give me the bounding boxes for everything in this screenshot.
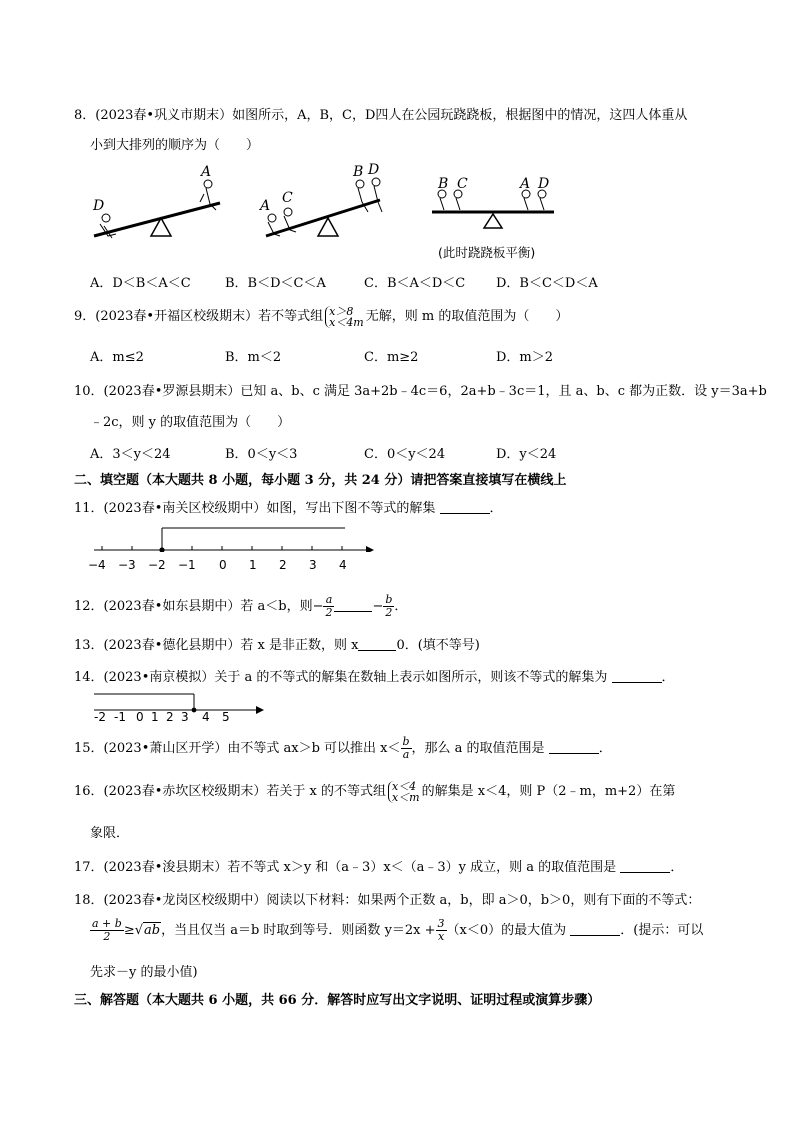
q10-option-d: D．y＜24 [496,447,557,462]
q12-frac2-den: 2 [385,606,393,619]
q10-option-b: B．0＜y＜3 [225,447,298,462]
q14-tick-label: 0 [136,710,144,724]
q8-option-c: C．B＜A＜D＜C [364,276,466,291]
fig3-label-d: D [538,176,550,192]
q9-sys-line2: x＜4m [329,315,364,329]
q18-hint: ．(提示：可以 [620,923,704,938]
q18-frac2-num: 3 [437,917,445,930]
q18-fraction-3x [436,918,447,943]
q16-prefix: 16．(2023春•赤坎区校级期末）若关于 x 的不等式组 [74,784,386,799]
q12-frac1-num: a [323,594,334,607]
q14-tick-label: 5 [222,710,230,724]
q14-tick-label: 1 [151,710,159,724]
q8-line1: 8．(2023春•巩义市期末）如图所示，A，B，C，D四人在公园玩跷跷板，根据图中的情况，这四人体重从 [74,108,688,123]
q11-answer-blank [440,501,490,514]
q17-answer-blank [620,860,670,873]
q18-frac-den: 2 [103,930,111,943]
q11-tick-label: 3 [309,558,317,572]
q15-answer-blank [549,741,599,754]
q10-line2: ﹣2c，则 y 的取值范围为（ ） [90,415,291,430]
q9-prefix: 9．(2023春•开福区校级期末）若不等式组 [74,309,324,324]
q18-mid: ，当且仅当 a＝b 时取到等号．则函数 y＝2x + [161,923,436,938]
fig3-label-b: B [438,176,449,192]
fig2-label-d: D [368,162,380,178]
q16-sys-line2: x＜m [391,790,420,804]
fig2-label-c: C [282,190,293,206]
q15-stem [74,736,612,761]
q16-sys-line1: x＜4 [391,779,417,793]
q10-option-c: C．0＜y＜24 [364,447,446,462]
q17-end: ． [670,860,684,875]
q8-option-a: A．D＜B＜A＜C [90,276,191,291]
q15-prefix: 15．(2023•萧山区开学）由不等式 ax＞b 可以推出 x＜ [74,741,401,756]
section-3-heading: 三、解答题（本大题共 6 小题，共 66 分．解答时应写出文字说明、证明过程或演算步骤） [74,993,601,1008]
q11-tick-label: −1 [178,558,196,572]
q9-option-a: A．m≤2 [90,350,144,365]
q11-tick-label: 4 [339,558,347,572]
q8-option-d: D．B＜C＜D＜A [496,276,598,291]
q14-answer-blank [612,670,662,683]
seesaw-caption: (此时跷跷板平衡) [438,245,536,260]
q9-option-d: D．m＞2 [496,350,554,365]
q14-end: ． [661,670,675,685]
q9-option-c: C．m≥2 [364,350,419,365]
q14-tick-label: 2 [166,710,174,724]
seesaw-figure-2 [258,162,382,236]
fig3-label-a: A [520,176,531,192]
q16-line2: 象限． [90,826,130,841]
q12-stem [74,594,407,619]
q9-suffix: 无解，则 m 的取值范围为（ ） [365,309,569,324]
q15-frac-den: a [402,748,410,761]
q15-frac-num: b [402,735,410,748]
fig2-label-a: A [260,198,271,214]
q16-suffix: 的解集是 x＜4，则 P（2﹣m，m+2）在第 [421,784,676,799]
q17-text: 17．(2023春•浚县期末）若不等式 x＞y 和（a﹣3）x＜（a﹣3）y 成立，则 a 的取值范围是 [74,860,617,875]
q16-inequality-system [388,781,420,803]
q14-stem [74,666,675,685]
q15-end: ． [598,741,612,756]
q14-tick-label: -2 [94,710,106,724]
q18-line2: $\frac{a + b}{2}$ ≥√ab，当且仅当 a＝b 时取到等号．则函数 y＝2x + $\frac{3}{x}$ （x＜0）的最大值为 ．(提示：可以 [92,917,704,943]
fig1-label-d: D [93,198,105,214]
q11-tick-label: −2 [148,558,166,572]
q18-geq: ≥ [123,923,135,938]
q12-end: ． [394,599,408,614]
seesaw-figure-1 [92,164,220,238]
q11-end: ． [489,501,503,516]
q13-answer-blank [358,638,396,651]
q18-line1: 18．(2023春•龙岗区校级期中）阅读以下材料：如果两个正数 a，b，即 a＞0，b＞0，则有下面的不等式： [74,893,701,908]
q18-sqrt-body: ab [144,923,161,938]
q11-tick-label: 1 [249,558,257,572]
q14-tick-label: 4 [202,710,210,724]
q10-option-a: A．3＜y＜24 [90,447,171,462]
q18-answer-blank [570,923,620,936]
q14-text: 14．(2023•南京模拟）关于 a 的不等式的解集在数轴上表示如图所示，则该不等式的解集为 [74,670,608,685]
q11-stem [74,497,503,516]
q18-frac2-den: x [437,930,445,943]
q14-tick-label: -1 [114,710,126,724]
section-2-heading: 二、填空题（本大题共 8 小题，每小题 3 分，共 24 分）请把答案直接填写在横线上 [74,473,567,488]
q11-text: 11．(2023春•南关区校级期中）如图，写出下图不等式的解集 [74,501,436,516]
q14-tick-label: 3 [181,710,189,724]
q13-prefix: 13．(2023春•德化县期中）若 x 是非正数，则 x [74,638,359,653]
q9-option-b: B．m＜2 [225,350,282,365]
fig2-label-b: B [353,164,364,180]
q12-frac2-num: b [385,593,393,606]
q18-line3: 先求－y 的最小值) [90,965,198,980]
q13-stem [74,634,480,653]
q16-stem [74,780,675,803]
fig3-label-c: C [457,176,468,192]
q9-stem [74,305,568,328]
q11-number-line [90,522,380,552]
q13-suffix: 0．(填不等号) [396,638,480,653]
fig1-label-a: A [201,164,212,180]
q18-tail: （x＜0）的最大值为 [446,923,567,938]
q12-fraction-a [323,594,334,619]
q11-tick-label: 0 [219,558,227,572]
q18-fraction-ab [90,918,124,943]
q18-frac-num: a + b [92,917,122,930]
q15-suffix: ，那么 a 的取值范围是 [411,741,545,756]
q9-sys-line1: x＞8 [329,304,354,318]
q12-prefix: 12．(2023春•如东县期中）若 a＜b，则− [74,599,324,614]
q11-tick-label: −4 [88,558,106,572]
q12-fraction-b [383,594,394,619]
q12-frac1-den: 2 [325,606,333,619]
q12-answer-blank [334,599,372,612]
q17-stem [74,856,683,875]
q11-tick-label: 2 [279,558,287,572]
q15-fraction [401,736,412,761]
q8-option-b: B．B＜D＜C＜A [225,276,326,291]
q12-mid: − [372,599,384,614]
q11-tick-label: −3 [118,558,136,572]
q10-line1: 10．(2023春•罗源县期末）已知 a、b、c 满足 3a+2b﹣4c＝6，2a+b﹣3c＝1，且 a、b、c 都为正数．设 y＝3a+b [74,384,767,399]
seesaw-figure-3 [432,176,554,228]
q9-inequality-system [325,306,364,328]
q8-line2: 小到大排列的顺序为（ ） [90,138,260,153]
